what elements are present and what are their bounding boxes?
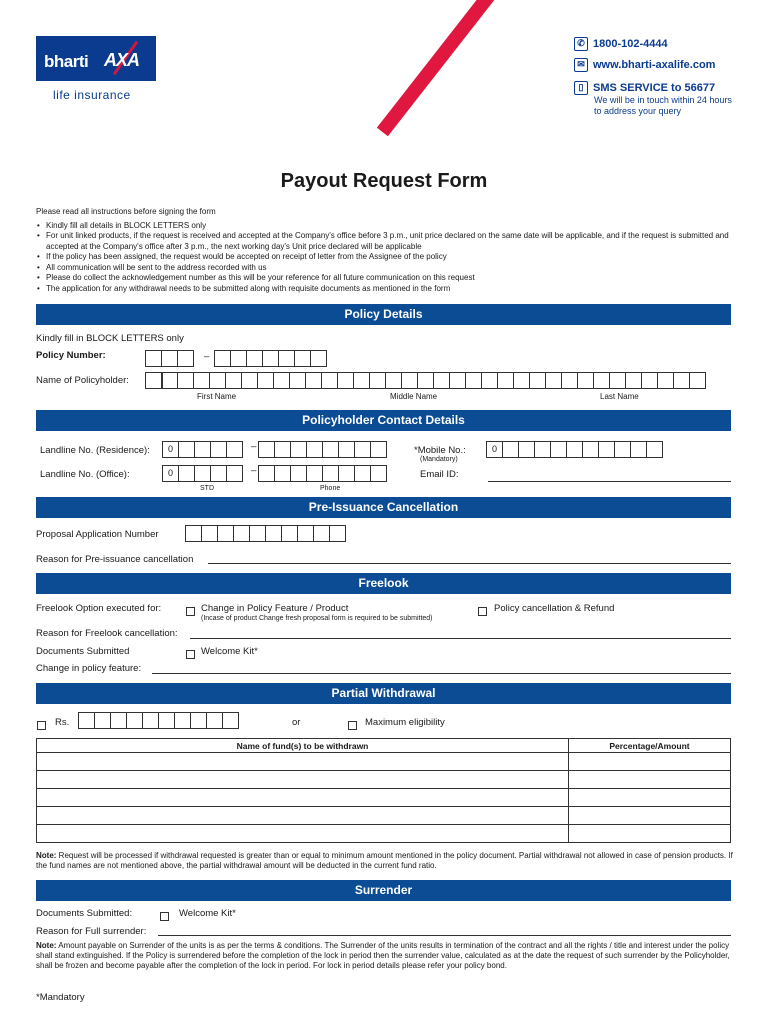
preissuance-reason-input[interactable] bbox=[208, 563, 731, 564]
phone-text: 1800-102-4444 bbox=[593, 37, 668, 50]
table-row bbox=[37, 753, 731, 771]
surrender-welcome-label: Welcome Kit* bbox=[179, 908, 236, 919]
percentage-cell[interactable] bbox=[569, 753, 731, 771]
phone-label: Phone bbox=[320, 485, 341, 492]
contact-web bbox=[574, 58, 715, 72]
instruction-item: • Kindly fill all details in BLOCK LETTERS only bbox=[36, 221, 736, 232]
amount-input[interactable] bbox=[79, 712, 239, 729]
surrender-reason-input[interactable] bbox=[158, 935, 731, 936]
proposal-label: Proposal Application Number bbox=[36, 529, 159, 540]
holder-label: Name of Policyholder: bbox=[36, 375, 129, 386]
rs-checkbox[interactable] bbox=[37, 717, 46, 735]
page-title: Payout Request Form bbox=[280, 170, 488, 192]
sms-note-2: to address your query bbox=[594, 106, 682, 116]
first-name-label: First Name bbox=[197, 392, 237, 401]
freelook-welcome-label: Welcome Kit* bbox=[201, 646, 258, 657]
section-header-preissuance: Pre-Issuance Cancellation bbox=[36, 497, 731, 518]
red-stripe bbox=[377, 0, 511, 136]
freelook-option-label: Freelook Option executed for: bbox=[36, 603, 162, 614]
surrender-note: Note: Amount payable on Surrender of the units is as per the terms & conditions. The Surrender of the units results in termination of the contract and all the rights / title and interest under the policy shall stand extinguished. If the Policy is surrendered before the completion of the lock in period then the surrender value, calculated as at the date the request of such surrender by the Policyholder, shall be frozen and become payable after the completion of the lock in period. For lock in period details please refer your policy bond. bbox=[36, 941, 730, 970]
mandatory-footnote: *Mandatory bbox=[36, 992, 85, 1003]
change-feature-label: Change in Policy Feature / Product bbox=[201, 603, 349, 614]
percentage-header: Percentage/Amount bbox=[569, 739, 731, 753]
fund-name-cell[interactable] bbox=[37, 771, 569, 789]
surrender-welcome-checkbox[interactable] bbox=[160, 908, 169, 926]
section-header-withdrawal: Partial Withdrawal bbox=[36, 683, 731, 704]
email-input[interactable] bbox=[488, 481, 731, 482]
residence-phone-input[interactable] bbox=[259, 441, 387, 458]
instructions-intro: Please read all instructions before signing the form bbox=[36, 207, 216, 216]
change-feature-note: (Incase of product Change fresh proposal form is required to be submitted) bbox=[201, 615, 433, 622]
office-label: Landline No. (Office): bbox=[40, 469, 130, 480]
rs-label: Rs. bbox=[55, 717, 70, 728]
max-eligibility-checkbox[interactable] bbox=[348, 717, 357, 735]
mobile-input[interactable]: 0 bbox=[487, 441, 663, 458]
dash: – bbox=[204, 351, 210, 362]
percentage-cell[interactable] bbox=[569, 789, 731, 807]
company-logo bbox=[36, 36, 156, 81]
residence-label: Landline No. (Residence): bbox=[40, 445, 150, 456]
last-name-label: Last Name bbox=[600, 392, 639, 401]
mail-icon: ✉ bbox=[574, 58, 588, 72]
holder-name-input[interactable] bbox=[146, 372, 706, 389]
instruction-item: • For unit linked products, if the request is received and accepted at the Company's office before 3 p.m., unit price declared on the same date will be applicable, and if the request is submitted and accepted at the Company's office after 3 p.m., the next working day's Unit price declared will be applicable bbox=[36, 231, 736, 252]
instructions bbox=[36, 207, 736, 294]
web-text: www.bharti-axalife.com bbox=[593, 58, 716, 71]
table-row bbox=[37, 825, 731, 843]
surrender-reason-label: Reason for Full surrender: bbox=[36, 926, 147, 937]
instruction-item: • All communication will be sent to the address recorded with us bbox=[36, 263, 736, 274]
table-row bbox=[37, 771, 731, 789]
fund-name-cell[interactable] bbox=[37, 753, 569, 771]
dash: – bbox=[251, 441, 257, 452]
contact-sms bbox=[574, 81, 732, 117]
change-feature-checkbox[interactable] bbox=[186, 603, 195, 621]
percentage-cell[interactable] bbox=[569, 771, 731, 789]
fund-name-cell[interactable] bbox=[37, 807, 569, 825]
preissuance-reason-label: Reason for Pre-issuance cancellation bbox=[36, 554, 194, 565]
table-row bbox=[37, 807, 731, 825]
freelook-docs-label: Documents Submitted bbox=[36, 646, 130, 657]
fund-name-cell[interactable] bbox=[37, 825, 569, 843]
withdrawal-note: Note: Request will be processed if withdrawal requested is greater than or equal to minimum amount mentioned in the policy document. Partial withdrawal not allowed in case of pension products. If the fund names are not mentioned above, the partial withdrawal amount will be deducted in the current fund ratio. bbox=[36, 851, 733, 870]
policy-cancellation-checkbox[interactable] bbox=[478, 603, 487, 621]
std-label: STD bbox=[200, 485, 214, 492]
section-header-surrender: Surrender bbox=[36, 880, 731, 901]
section-header-freelook: Freelook bbox=[36, 573, 731, 594]
tagline: life insurance bbox=[53, 88, 131, 102]
email-label: Email ID: bbox=[420, 469, 459, 480]
fund-name-header: Name of fund(s) to be withdrawn bbox=[37, 739, 569, 753]
max-eligibility-label: Maximum eligibility bbox=[365, 717, 445, 728]
fund-table bbox=[36, 738, 731, 843]
policy-number-prefix-input[interactable] bbox=[146, 350, 194, 367]
or-label: or bbox=[292, 717, 301, 728]
sms-text: SMS SERVICE to 56677 bbox=[593, 81, 716, 94]
sms-note-1: We will be in touch within 24 hours bbox=[594, 95, 732, 105]
contact-phone bbox=[574, 37, 668, 51]
block-note: Kindly fill in BLOCK LETTERS only bbox=[36, 333, 184, 344]
feature-change-label: Change in policy feature: bbox=[36, 663, 142, 674]
mobile-label: *Mobile No.: bbox=[414, 445, 466, 456]
instruction-item: • Please do collect the acknowledgement number as this will be your reference for all future communication on this request bbox=[36, 273, 736, 284]
logo-text: bharti bbox=[44, 52, 89, 71]
policy-cancellation-label: Policy cancellation & Refund bbox=[494, 603, 615, 614]
percentage-cell[interactable] bbox=[569, 825, 731, 843]
feature-change-input[interactable] bbox=[152, 673, 731, 674]
fund-name-cell[interactable] bbox=[37, 789, 569, 807]
section-header-contact: Policyholder Contact Details bbox=[36, 410, 731, 431]
office-phone-input[interactable] bbox=[259, 465, 387, 482]
section-header-policy: Policy Details bbox=[36, 304, 731, 325]
freelook-welcome-checkbox[interactable] bbox=[186, 646, 195, 664]
logo-partner: AXA bbox=[104, 50, 140, 70]
instruction-item: • If the policy has been assigned, the request would be accepted on receipt of letter from the Assignee of the policy bbox=[36, 252, 736, 263]
freelook-reason-label: Reason for Freelook cancellation: bbox=[36, 628, 178, 639]
freelook-reason-input[interactable] bbox=[190, 638, 731, 639]
residence-std-input[interactable]: 0 bbox=[163, 441, 243, 458]
instruction-item: • The application for any withdrawal needs to be submitted along with requisite documents as mentioned in the form bbox=[36, 284, 736, 295]
mandatory-note: (Mandatory) bbox=[420, 456, 458, 463]
phone-icon: ✆ bbox=[574, 37, 588, 51]
dash: – bbox=[251, 465, 257, 476]
office-std-input[interactable]: 0 bbox=[163, 465, 243, 482]
mobile-icon: ▯ bbox=[574, 81, 588, 95]
table-row bbox=[37, 789, 731, 807]
surrender-docs-label: Documents Submitted: bbox=[36, 908, 133, 919]
proposal-number-input[interactable] bbox=[186, 525, 346, 542]
middle-name-label: Middle Name bbox=[390, 392, 438, 401]
percentage-cell[interactable] bbox=[569, 807, 731, 825]
policy-number-input[interactable] bbox=[215, 350, 327, 367]
policy-number-label: Policy Number: bbox=[36, 350, 106, 361]
